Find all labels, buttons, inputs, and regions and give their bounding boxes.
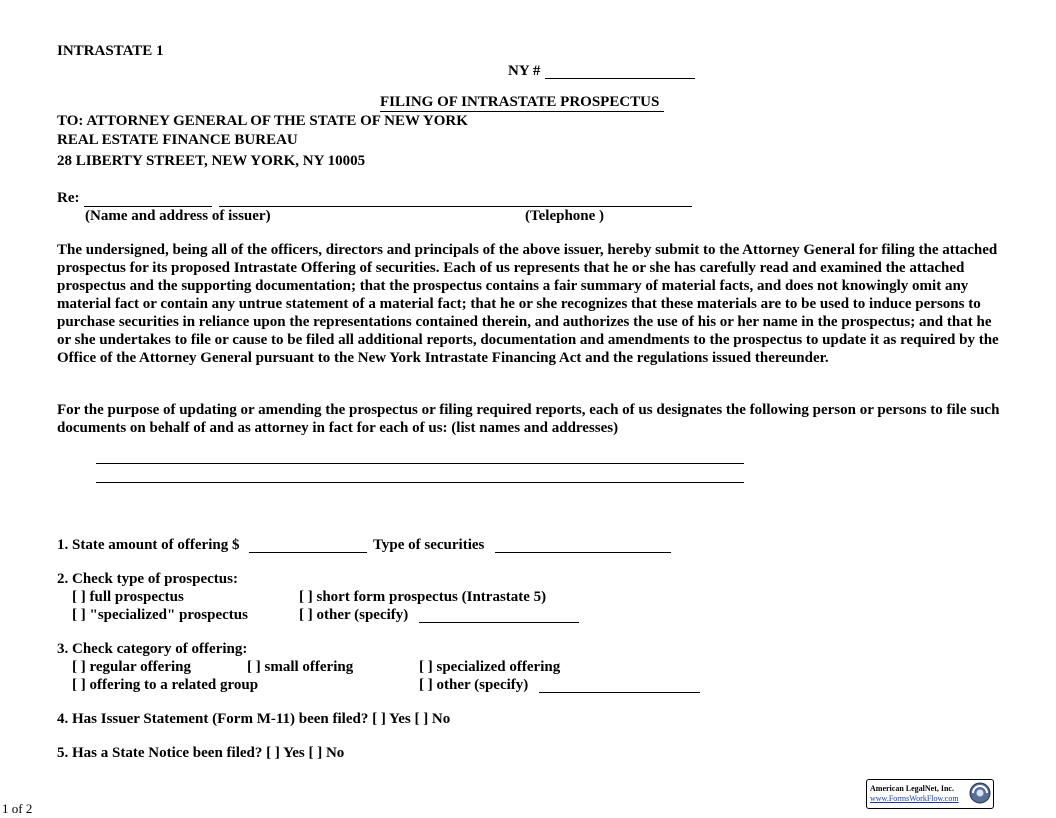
checkbox-other-offering[interactable]: [ ] other (specify) [419,677,529,693]
checkbox-regular-offering[interactable]: [ ] regular offering [72,659,191,675]
telephone-caption: (Telephone ) [525,208,605,224]
checkbox-short-form-prospectus[interactable]: [ ] short form prospectus (Intrastate 5) [299,589,547,605]
prospectus-type-heading: 2. Check type of prospectus: [57,571,238,587]
designation-paragraph: For the purpose of updating or amending the prospectus or filing required reports, each of us designates the following person or persons to file such documents on behalf of and as attorney in fact for each of us: (list names and addresses) [57,402,1000,436]
form-title: FILING OF INTRASTATE PROSPECTUS [380,94,660,110]
checkbox-small-offering[interactable]: [ ] small offering [247,659,354,675]
offering-amount-field[interactable] [249,552,367,553]
checkbox-specialized-offering[interactable]: [ ] specialized offering [419,659,561,675]
certification-paragraph: The undersigned, being all of the officers, directors and principals of the above issuer, hereby submit to the Attorney General for filing the attached prospectus for its proposed Intrastate Offering of securities. Each of us represents that he or she has carefully read and examined the attached prospectus and the supporting documentation; that the prospectus contains a fair summary of material facts, and does not knowingly omit any material fact or contain any untrue statement of a material fact; that he or she recognizes that these materials are to be used to induce persons to purchase securities in reliance upon the representations contained therein, and authorizes the use of his or her name in the prospectus; and that he or she undertakes to file or cause to be filed all additional reports, documentation and amendments to the prospectus to update it as required by the Office of the Attorney General pursuant to the New York Intrastate Financing Act and the regulations issued thereunder. [57,242,999,366]
vendor-logo[interactable] [866,779,994,809]
address-line-2: REAL ESTATE FINANCE BUREAU [57,132,298,148]
logo-company-name: American LegalNet, Inc. [870,784,954,793]
ny-number-field[interactable] [545,78,695,79]
logo-website[interactable]: www.FormsWorkFlow.com [870,794,959,803]
page-indicator: 1 of 2 [2,801,33,816]
address-line-1: TO: ATTORNEY GENERAL OF THE STATE OF NEW YORK [57,113,468,129]
address-line-3: 28 LIBERTY STREET, NEW YORK, NY 10005 [57,153,366,169]
ny-number-label: NY # [508,63,541,79]
issuer-caption: (Name and address of issuer) [85,208,271,224]
offering-amount-label: 1. State amount of offering $ [57,537,240,553]
checkbox-other-prospectus[interactable]: [ ] other (specify) [299,607,409,623]
other-offering-field[interactable] [539,692,700,693]
form-id: INTRASTATE 1 [57,43,164,59]
other-prospectus-field[interactable] [419,622,579,623]
securities-type-label: Type of securities [373,537,485,553]
offering-category-heading: 3. Check category of offering: [57,641,248,657]
globe-icon [969,782,991,804]
securities-type-field[interactable] [495,552,671,553]
checkbox-specialized-prospectus[interactable]: [ ] "specialized" prospectus [72,607,248,623]
checkbox-full-prospectus[interactable]: [ ] full prospectus [72,589,184,605]
checkbox-related-group-offering[interactable]: [ ] offering to a related group [72,677,259,693]
state-notice-question[interactable]: 5. Has a State Notice been filed? [ ] Yes [ ] No [57,745,345,761]
designee-line-2[interactable] [96,482,744,483]
issuer-statement-question[interactable]: 4. Has Issuer Statement (Form M-11) been filed? [ ] Yes [ ] No [57,711,451,727]
re-label: Re: [57,190,80,206]
issuer-address-field[interactable] [219,206,692,207]
designee-line-1[interactable] [96,463,744,464]
